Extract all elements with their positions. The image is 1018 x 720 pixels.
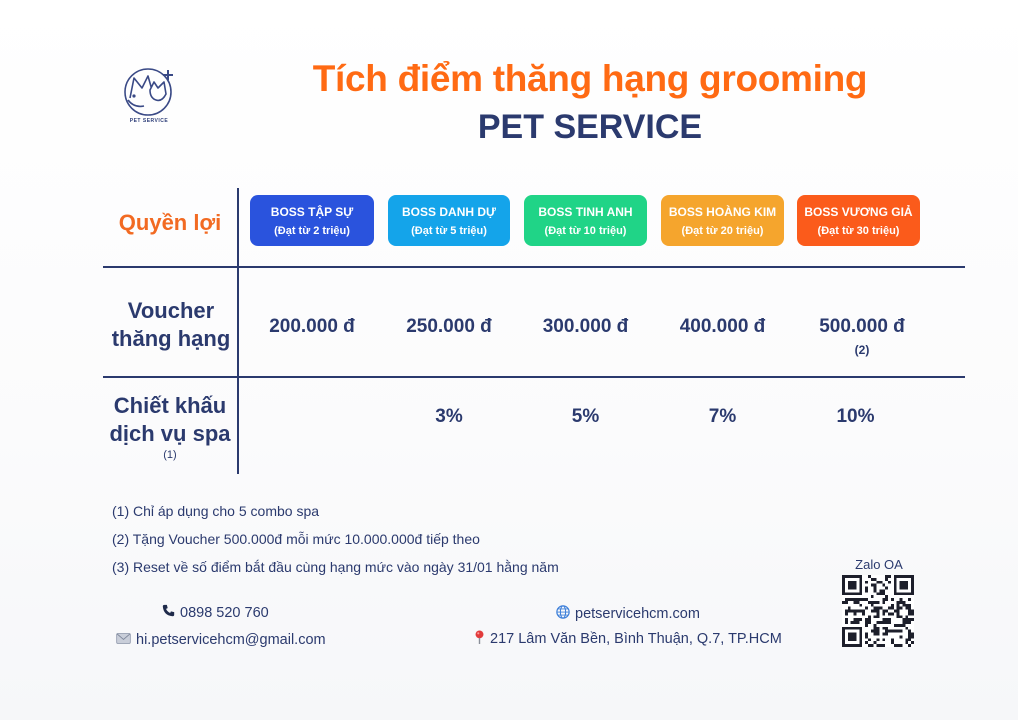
contact-address [474, 630, 782, 648]
voucher-row-label: Voucher thăng hạng [111, 298, 231, 351]
discount-value-tinh-anh: 5% [571, 406, 600, 427]
tier-name: BOSS TẬP SỰ [270, 205, 354, 219]
address-text: 217 Lâm Văn Bền, Bình Thuận, Q.7, TP.HCM [490, 631, 782, 647]
discount-row-label [104, 392, 236, 462]
footnote-1: (1) Chỉ áp dụng cho 5 combo spa [112, 503, 320, 519]
page-subtitle: PET SERVICE [477, 108, 703, 146]
benefits-header: Quyền lợi [118, 210, 222, 235]
footnote-3: (3) Reset về số điểm bắt đầu cùng hạng mức vào ngày 31/01 hằng năm [112, 559, 559, 575]
tier-badge-danh-du [388, 195, 510, 246]
tier-requirement: (Đạt từ 5 triệu) [411, 225, 487, 237]
tier-name: BOSS DANH DỰ [402, 205, 496, 219]
voucher-value-danh-du: 250.000 đ [406, 316, 492, 337]
logo-text: PET SERVICE [129, 118, 169, 124]
discount-value-vuong-gia: 10% [836, 406, 875, 427]
tier-badge-hoang-kim [661, 195, 784, 246]
contact-phone[interactable] [162, 604, 269, 621]
voucher-note-vuong-gia: (2) [854, 343, 870, 357]
table-divider-bottom [103, 376, 965, 378]
tier-badge-tap-su [250, 195, 374, 246]
zalo-qr-code[interactable] [842, 575, 914, 647]
dog-cat-logo-icon [112, 62, 186, 118]
tier-requirement: (Đạt từ 2 triệu) [274, 225, 350, 237]
qr-code-icon [842, 575, 914, 647]
tier-name: BOSS TINH ANH [538, 205, 633, 219]
voucher-value-tap-su: 200.000 đ [269, 316, 355, 337]
zalo-oa-label: Zalo OA [855, 557, 903, 572]
website-url: petservicehcm.com [575, 606, 700, 622]
tier-name: BOSS HOÀNG KIM [668, 205, 777, 219]
footnote-2: (2) Tặng Voucher 500.000đ mỗi mức 10.000.000đ tiếp theo [112, 531, 480, 547]
mail-icon [116, 632, 131, 648]
discount-row-note: (1) [163, 449, 177, 461]
email-address: hi.petservicehcm@gmail.com [136, 632, 326, 648]
tier-name: BOSS VƯƠNG GIẢ [804, 205, 913, 219]
discount-row-label-text: Chiết khấu dịch vụ spa [109, 393, 231, 446]
discount-value-danh-du: 3% [435, 406, 463, 427]
tier-badge-tinh-anh [524, 195, 647, 246]
tier-requirement: (Đạt từ 10 triệu) [544, 225, 627, 237]
table-divider-top [103, 266, 965, 268]
voucher-cell-vuong-gia [797, 316, 927, 358]
phone-icon [162, 604, 175, 621]
map-pin-icon [474, 630, 485, 648]
voucher-value-vuong-gia: 500.000 đ [819, 316, 905, 337]
pet-service-logo [112, 62, 186, 130]
contact-website[interactable] [556, 605, 700, 623]
voucher-value-tinh-anh: 300.000 đ [542, 316, 629, 337]
contact-email[interactable] [116, 632, 326, 648]
tier-requirement: (Đạt từ 30 triệu) [817, 225, 900, 237]
tier-requirement: (Đạt từ 20 triệu) [681, 225, 764, 237]
phone-number: 0898 520 760 [180, 604, 269, 621]
voucher-value-hoang-kim: 400.000 đ [679, 316, 766, 337]
globe-icon [556, 605, 570, 623]
page-title: Tích điểm thăng hạng grooming [312, 58, 868, 99]
tier-badge-vuong-gia [797, 195, 920, 246]
discount-value-hoang-kim: 7% [708, 406, 737, 427]
table-vertical-divider [237, 188, 239, 474]
